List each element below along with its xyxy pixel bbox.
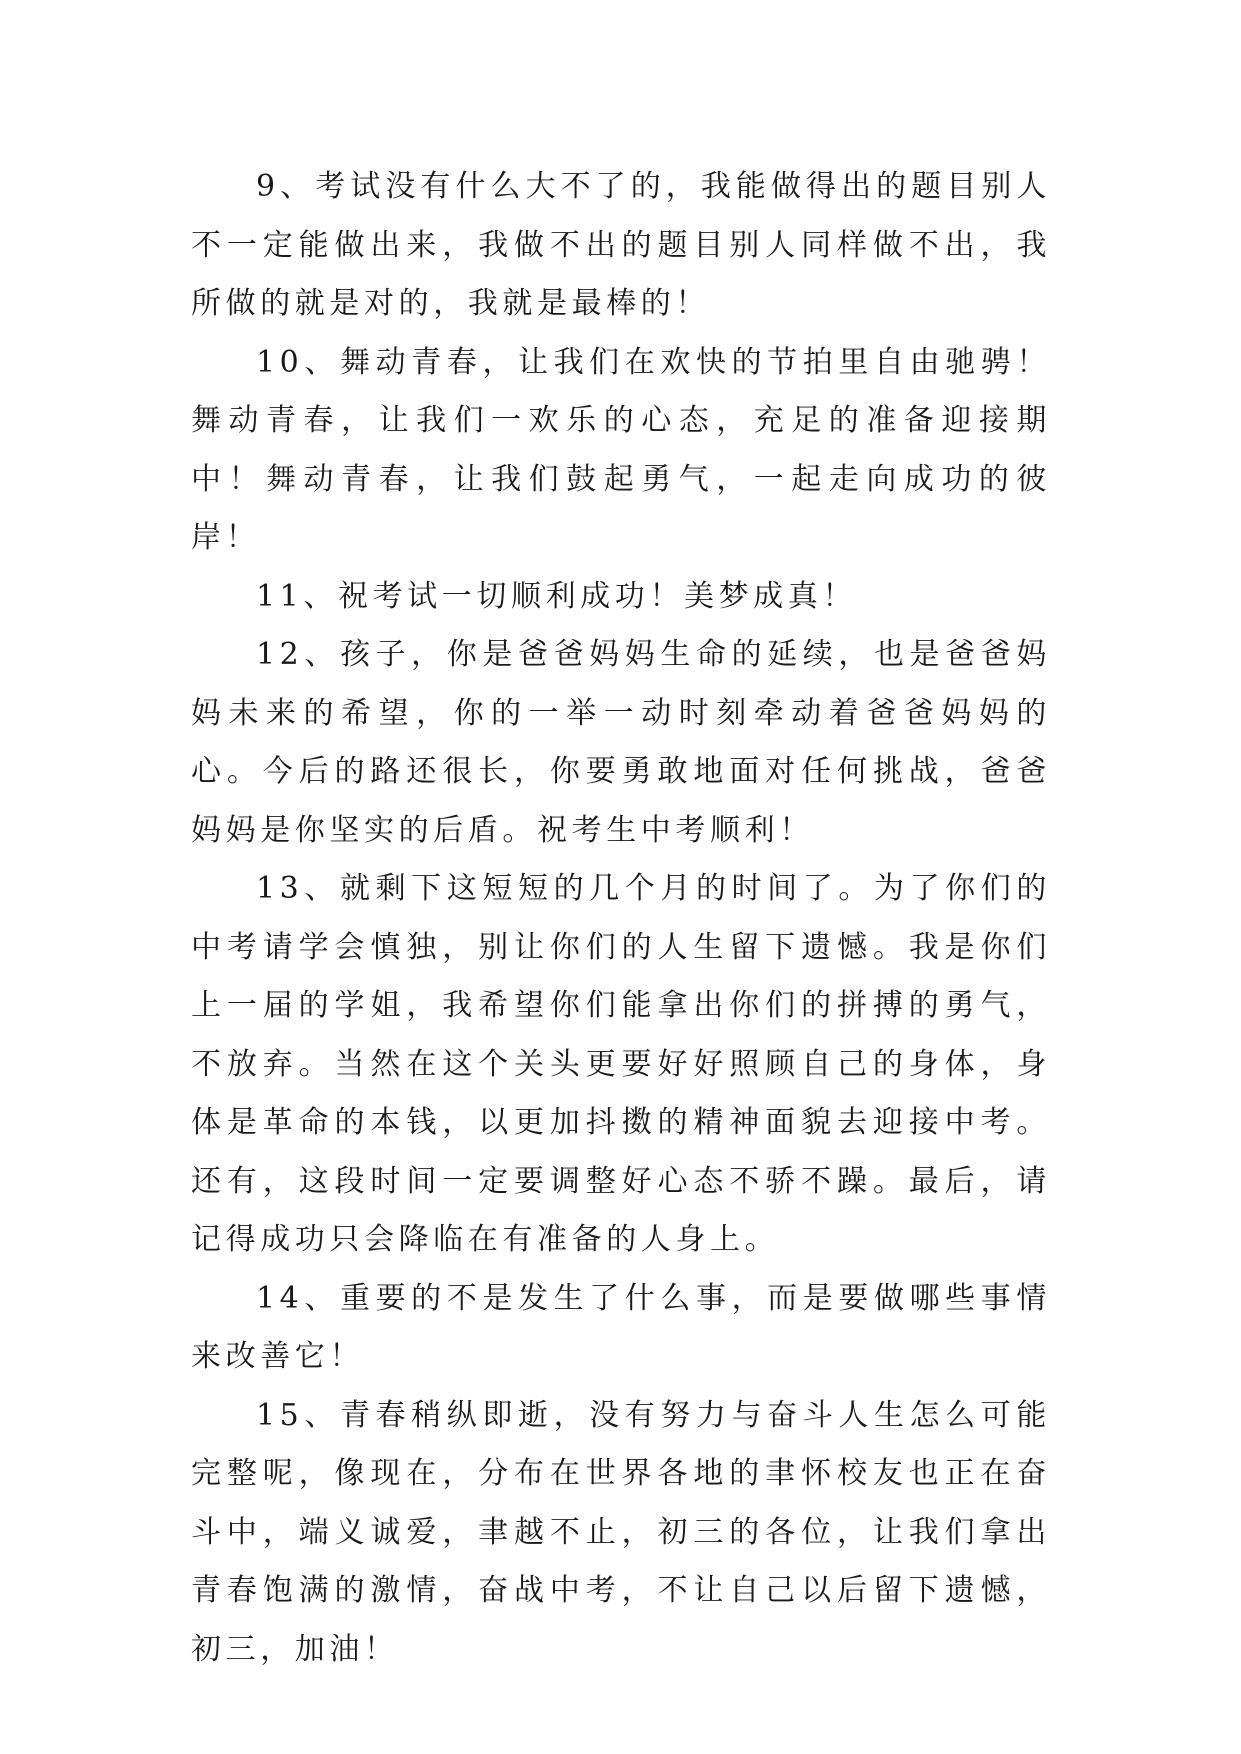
paragraph-14: 14、重要的不是发生了什么事，而是要做哪些事情来改善它！ [191, 1280, 1051, 1374]
document-body [191, 158, 1051, 1679]
paragraph-12: 12、孩子，你是爸爸妈妈生命的延续，也是爸爸妈妈未来的希望，你的一举一动时刻牵动着爸爸妈妈的心。今后的路还很长，你要勇敢地面对任何挑战，爸爸妈妈是你坚实的后盾。祝考生中考顺利！ [191, 637, 1051, 848]
paragraph-10: 10、舞动青春，让我们在欢快的节拍里自由驰骋！舞动青春，让我们一欢乐的心态，充足的准备迎接期中！舞动青春，让我们鼓起勇气，一起走向成功的彼岸！ [191, 344, 1051, 555]
paragraph-15: 15、青春稍纵即逝，没有努力与奋斗人生怎么可能完整呢，像现在，分布在世界各地的聿怀校友也正在奋斗中，端义诚爱，聿越不止，初三的各位，让我们拿出青春饱满的激情，奋战中考，不让自己以后留下遗憾，初三，加油！ [191, 1397, 1051, 1667]
paragraph-13: 13、就剩下这短短的几个月的时间了。为了你们的中考请学会慎独，别让你们的人生留下遗憾。我是你们上一届的学姐，我希望你们能拿出你们的拼搏的勇气，不放弃。当然在这个关头更要好好照顾自己的身体，身体是革命的本钱，以更加抖擞的精神面貌去迎接中考。还有，这段时间一定要调整好心态不骄不躁。最后，请记得成功只会降临在有准备的人身上。 [191, 871, 1051, 1257]
paragraph-9: 9、考试没有什么大不了的，我能做得出的题目别人不一定能做出来，我做不出的题目别人同样做不出，我所做的就是对的，我就是最棒的！ [191, 169, 1051, 321]
paragraph-11: 11、祝考试一切顺利成功！美梦成真！ [256, 578, 857, 614]
